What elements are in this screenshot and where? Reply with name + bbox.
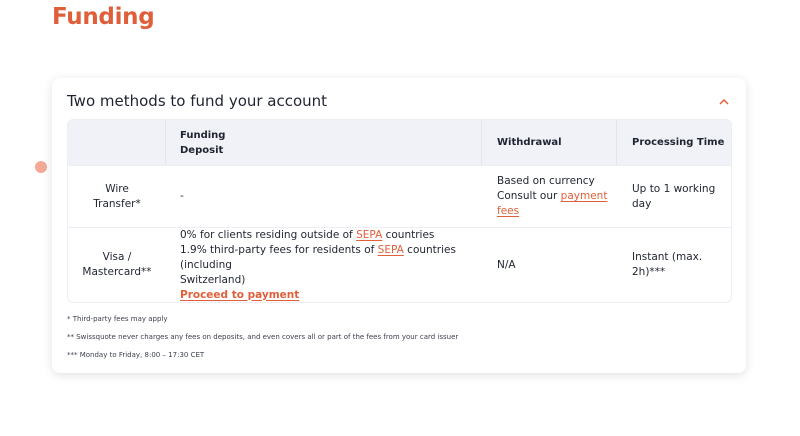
card-header[interactable] — [67, 90, 731, 112]
withdrawal-cell — [482, 228, 617, 302]
method-cell — [68, 166, 166, 227]
withdrawal-consult-line — [497, 189, 617, 204]
card-title: Two methods to fund your account — [67, 92, 328, 110]
payment-fees-link[interactable]: payment — [560, 190, 608, 202]
method-cell — [68, 228, 166, 302]
processing-cell — [617, 228, 731, 302]
funding-table — [67, 119, 732, 303]
header-withdrawal: Withdrawal — [482, 120, 617, 165]
footnote: *** Monday to Friday, 8:00 – 17:30 CET — [67, 351, 205, 359]
table-row — [68, 228, 731, 302]
sepa-link[interactable]: SEPA — [377, 243, 404, 256]
deposit-line — [180, 243, 482, 273]
header-method — [68, 120, 166, 165]
footnotes — [67, 310, 458, 364]
processing-cell — [617, 166, 731, 227]
footnote: ** Swissquote never charges any fees on deposits, and even covers all or part of the fees from your card issuer — [67, 333, 459, 341]
deposit-text: Switzerland) — [180, 273, 246, 286]
processing-text: Instant (max. — [632, 251, 703, 263]
header-processing-time: Processing Time — [632, 137, 725, 148]
table-header-row — [68, 120, 731, 166]
deposit-text: countries — [382, 228, 435, 241]
deposit-value: - — [180, 190, 184, 202]
deposit-text: countries (including — [180, 243, 456, 271]
method-name-line: Mastercard** — [82, 266, 152, 278]
deposit-text: 1.9% third-party fees for residents of — [180, 243, 378, 256]
header-funding-deposit — [166, 120, 482, 165]
deposit-cell — [166, 228, 482, 302]
page-title: Funding — [52, 4, 155, 30]
method-name-line: Wire — [105, 182, 129, 195]
withdrawal-cell — [482, 166, 617, 227]
payment-fees-link-cont[interactable]: fees — [497, 205, 520, 217]
deposit-cell — [166, 166, 482, 227]
deposit-text: 0% for clients residing outside of — [180, 228, 357, 241]
funding-methods-card — [52, 78, 746, 373]
method-name-line: Visa / — [102, 251, 132, 263]
withdrawal-text: N/A — [497, 258, 516, 271]
processing-text: Up to 1 working — [632, 182, 716, 195]
method-name-line: Transfer* — [93, 197, 141, 210]
footnote: * Third-party fees may apply — [67, 315, 168, 323]
table-row — [68, 166, 731, 228]
proceed-to-payment-link[interactable]: Proceed to payment — [180, 288, 300, 301]
deposit-line — [180, 228, 482, 243]
scroll-indicator-dot — [35, 161, 47, 173]
header-funding-label: Funding — [180, 129, 226, 141]
header-deposit-label: Deposit — [180, 144, 224, 156]
processing-text: day — [632, 197, 652, 210]
sepa-link[interactable]: SEPA — [356, 228, 383, 241]
withdrawal-text: Based on currency — [497, 175, 595, 187]
processing-text: 2h)*** — [632, 266, 666, 278]
chevron-up-icon[interactable] — [717, 94, 731, 108]
withdrawal-consult-prefix: Consult our — [497, 190, 561, 202]
